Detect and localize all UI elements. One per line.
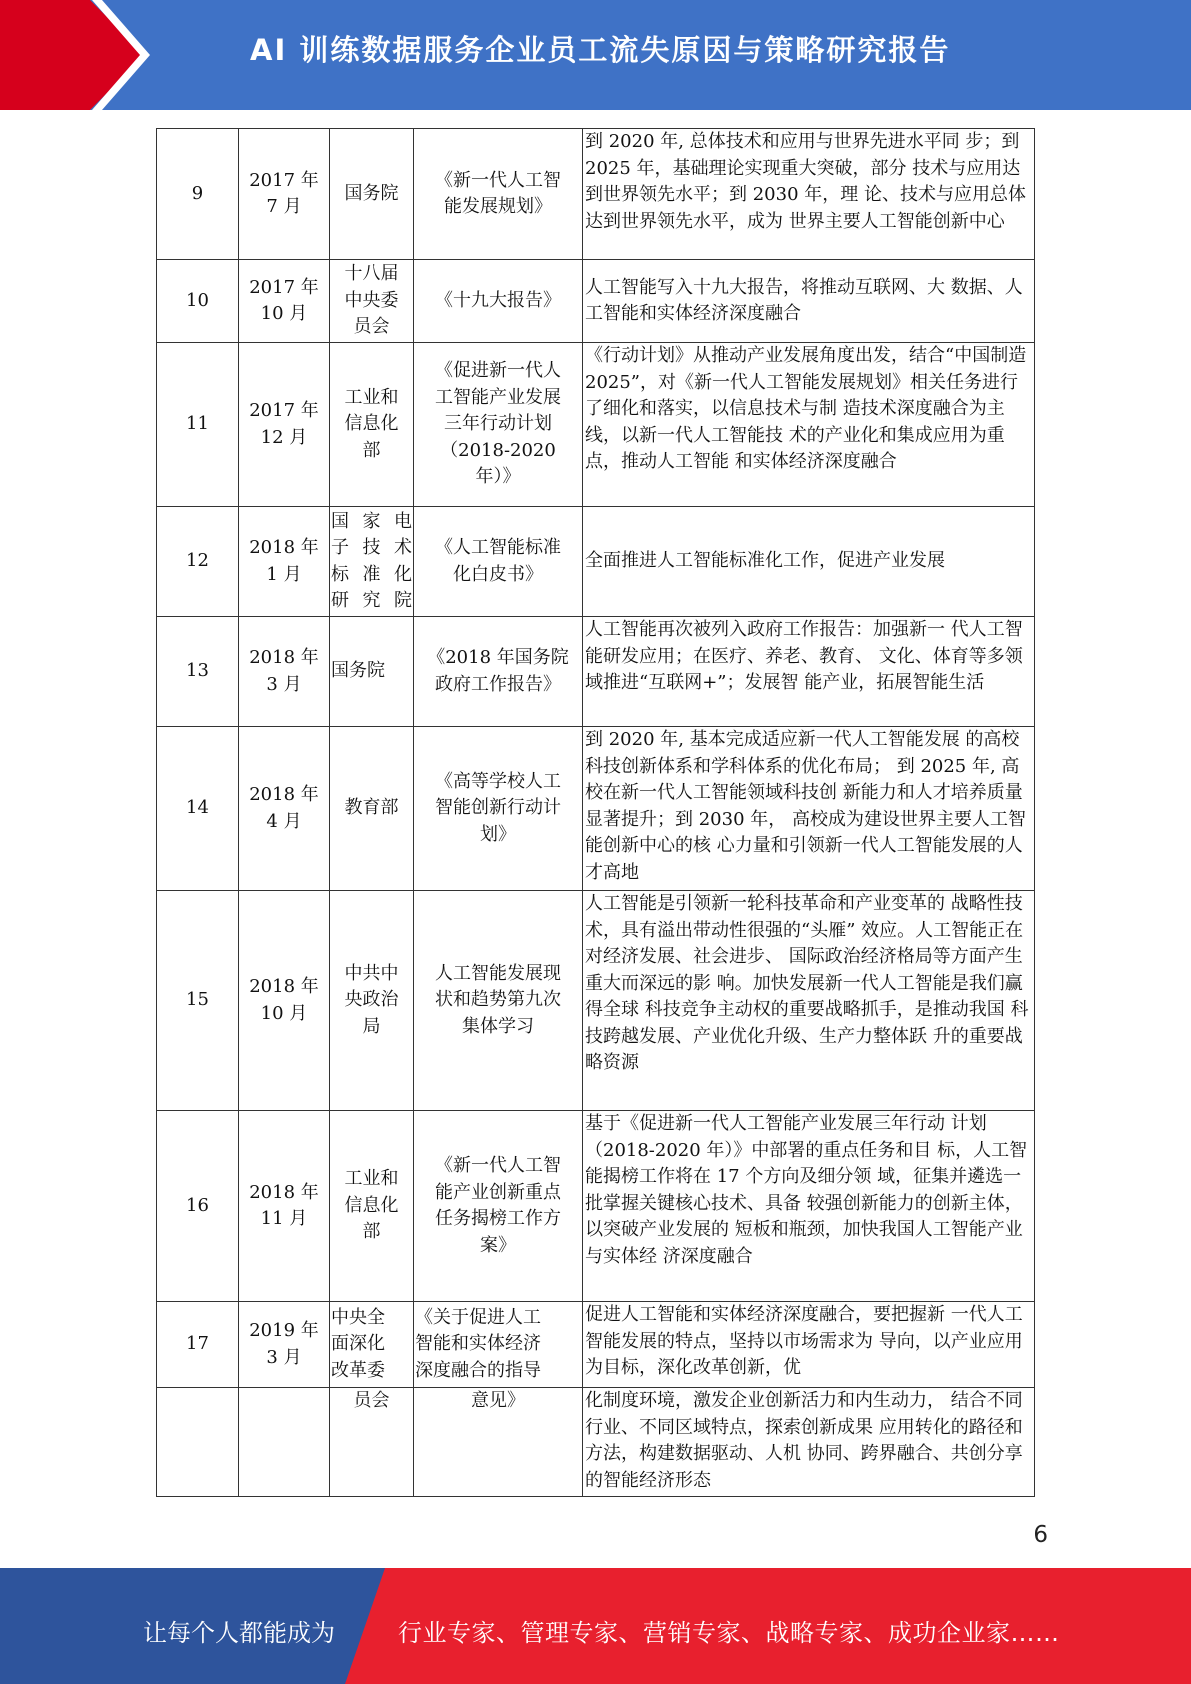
row-date: 2018 年 3 月 (239, 617, 330, 727)
table-row (157, 727, 1035, 891)
row-number: 11 (157, 343, 239, 507)
row-content: 到 2020 年, 总体技术和应用与世界先进水平同 步；到 2025 年，基础理论实现重大突破，部分 技术与应用达到世界领先水平；到 2030 年，理 论、技术与应用总体达到世界领先水平，成为 世界主要人工智能创新中心 (583, 129, 1035, 260)
row-document: 《新一代人工智 能发展规划》 (414, 129, 583, 260)
row-document: 《关于促进人工 智能和实体经济 深度融合的指导 (414, 1302, 583, 1388)
row-date: 2019 年 3 月 (239, 1302, 330, 1388)
row-date: 2018 年 4 月 (239, 727, 330, 891)
row-date: 2018 年 10 月 (239, 891, 330, 1111)
row-department: 国家电 子技术 标准化 研究院 (330, 507, 414, 617)
row-document: 《2018 年国务院 政府工作报告》 (414, 617, 583, 727)
table-row (157, 507, 1035, 617)
row-number: 16 (157, 1111, 239, 1302)
row-content: 到 2020 年, 基本完成适应新一代人工智能发展 的高校科技创新体系和学科体系的优化布局； 到 2025 年, 高校在新一代人工智能领域科技创 新能力和人才培养质量显著提升；到 2030 年， 高校成为建设世界主要人工智能创新中心的核 心力量和引领新一代人工智能发展的人才高地 (583, 727, 1035, 891)
row-number: 10 (157, 260, 239, 343)
table-row (157, 1388, 1035, 1497)
row-number: 17 (157, 1302, 239, 1388)
row-department: 中共中 央政治 局 (330, 891, 414, 1111)
row-content: 全面推进人工智能标准化工作，促进产业发展 (583, 507, 1035, 617)
policy-table (156, 128, 1035, 1497)
row-document: 人工智能发展现 状和趋势第九次 集体学习 (414, 891, 583, 1111)
row-department: 国务院 (330, 129, 414, 260)
row-department: 国务院 (330, 617, 414, 727)
header-red-arrow (0, 0, 145, 110)
footer-slogan-left: 让每个人都能成为 (143, 1619, 335, 1647)
row-date: 2017 年 12 月 (239, 343, 330, 507)
row-number (157, 1388, 239, 1497)
row-document: 《人工智能标准 化白皮书》 (414, 507, 583, 617)
row-date: 2017 年 10 月 (239, 260, 330, 343)
row-department: 教育部 (330, 727, 414, 891)
row-document: 意见》 (414, 1388, 583, 1497)
row-document: 《促进新一代人 工智能产业发展 三年行动计划 （2018-2020 年）》 (414, 343, 583, 507)
row-content: 人工智能是引领新一轮科技革命和产业变革的 战略性技术，具有溢出带动性很强的“头雁” 效应。人工智能正在对经济发展、社会进步、 国际政治经济格局等方面产生重大而深远的影 响。加快发展新一代人工智能是我们赢得全球 科技竞争主动权的重要战略抓手，是推动我国 科技跨越发展、产业优化升级、生产力整体跃 升的重要战略资源 (583, 891, 1035, 1111)
row-number: 13 (157, 617, 239, 727)
row-content: 人工智能写入十九大报告，将推动互联网、大 数据、人工智能和实体经济深度融合 (583, 260, 1035, 343)
row-content: 人工智能再次被列入政府工作报告：加强新一 代人工智能研发应用；在医疗、养老、教育、 文化、体育等多领域推进“互联网+”；发展智 能产业，拓展智能生活 (583, 617, 1035, 727)
table-row (157, 1111, 1035, 1302)
row-number: 14 (157, 727, 239, 891)
table-row (157, 260, 1035, 343)
row-content: 促进人工智能和实体经济深度融合，要把握新 一代人工智能发展的特点，坚持以市场需求为 导向，以产业应用为目标，深化改革创新，优 (583, 1302, 1035, 1388)
row-number: 12 (157, 507, 239, 617)
table-row (157, 343, 1035, 507)
row-content: 基于《促进新一代人工智能产业发展三年行动 计划（2018-2020 年）》中部署的重点任务和目 标，人工智能揭榜工作将在 17 个方向及细分领 域，征集并遴选一批掌握关键核心技术、具备 较强创新能力的创新主体，以突破产业发展的 短板和瓶颈，加快我国人工智能产业与实体经 济深度融合 (583, 1111, 1035, 1302)
row-document: 《高等学校人工 智能创新行动计 划》 (414, 727, 583, 891)
row-number: 15 (157, 891, 239, 1111)
row-number: 9 (157, 129, 239, 260)
row-date: 2018 年 11 月 (239, 1111, 330, 1302)
page-number: 6 (1033, 1522, 1048, 1548)
page-footer (0, 1568, 1191, 1684)
page-header (0, 0, 1191, 110)
row-department: 中央全 面深化 改革委 (330, 1302, 414, 1388)
row-department: 工业和 信息化 部 (330, 1111, 414, 1302)
row-content: 化制度环境，激发企业创新活力和内生动力， 结合不同行业、不同区域特点，探索创新成果 应用转化的路径和方法，构建数据驱动、人机 协同、跨界融合、共创分享的智能经济形态 (583, 1388, 1035, 1497)
row-document: 《新一代人工智 能产业创新重点 任务揭榜工作方 案》 (414, 1111, 583, 1302)
row-department: 十八届 中央委 员会 (330, 260, 414, 343)
row-department: 工业和 信息化 部 (330, 343, 414, 507)
row-date: 2017 年 7 月 (239, 129, 330, 260)
row-date: 2018 年 1 月 (239, 507, 330, 617)
row-document: 《十九大报告》 (414, 260, 583, 343)
row-content: 《行动计划》从推动产业发展角度出发，结合“中国制造 2025”，对《新一代人工智能发展规划》相关任务进行了细化和落实，以信息技术与制 造技术深度融合为主线，以新一代人工智能技 术的产业化和集成应用为重点，推动人工智能 和实体经济深度融合 (583, 343, 1035, 507)
table-row (157, 1302, 1035, 1388)
table-row (157, 891, 1035, 1111)
report-title: AI 训练数据服务企业员工流失原因与策略研究报告 (250, 33, 951, 67)
row-date (239, 1388, 330, 1497)
footer-slogan-right: 行业专家、管理专家、营销专家、战略专家、成功企业家…… (398, 1619, 1060, 1647)
table-row (157, 129, 1035, 260)
table-row (157, 617, 1035, 727)
row-department: 员会 (330, 1388, 414, 1497)
